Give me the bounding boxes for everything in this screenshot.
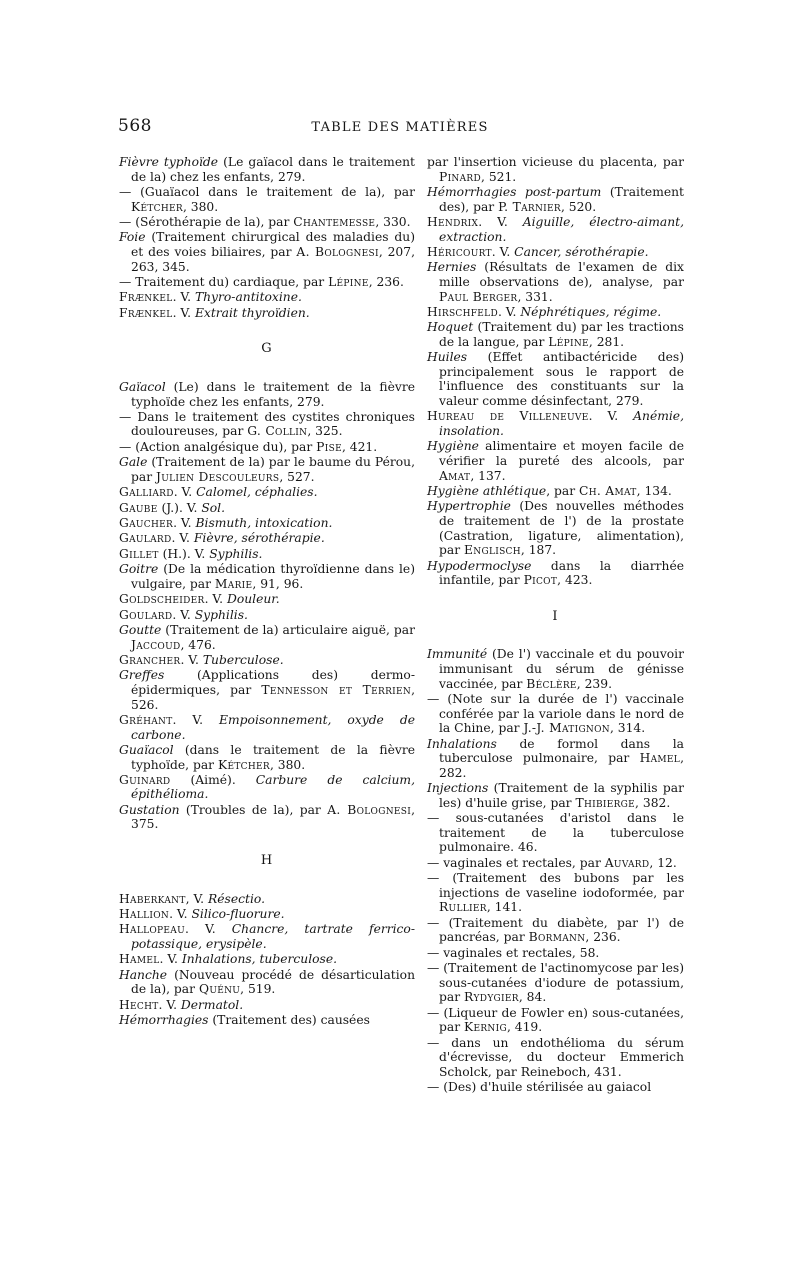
entry-text: — (Traitement des bubons par les injections de vaseline iodoformée, par	[427, 871, 684, 900]
entry-term: Chancre, tartrate ferrico-potassique, erysipèle.	[131, 922, 415, 952]
entry-author: Englisch	[464, 543, 521, 558]
index-entry	[427, 350, 684, 408]
entry-text: . V.	[184, 922, 232, 937]
index-entry	[119, 608, 415, 623]
index-entry	[119, 907, 415, 922]
entry-text: — (Guaïacol dans le traitement de la), par	[119, 184, 415, 199]
entry-text: , 380.	[182, 199, 219, 214]
index-entry	[427, 439, 684, 483]
entry-text: — sous-cutanées d'aristol dans le traitement de la tuberculose pulmonaire. 46.	[427, 811, 684, 855]
entry-author: Lépine	[328, 274, 369, 289]
entry-term: Inhalations, tuberculose.	[181, 952, 338, 967]
entry-author: Marie	[214, 576, 253, 591]
entry-text: dans la diarrhée infantile, par	[439, 558, 684, 588]
entry-term: Foie	[119, 230, 146, 245]
entry-term: Syphilis.	[209, 546, 263, 561]
entry-text: , 476.	[180, 637, 216, 652]
entry-text: . V.	[172, 607, 195, 622]
entry-author: Paul Berger	[439, 289, 518, 304]
entry-author: P. Tarnier	[498, 199, 561, 214]
entry-term: Hygiène	[427, 439, 479, 454]
entry-text: , 421.	[341, 439, 378, 454]
running-title: TABLE DES MATIÈRES	[311, 120, 489, 135]
entry-text: , 375.	[131, 802, 415, 832]
entry-term: Empoisonnement, oxyde de carbone.	[131, 712, 415, 742]
page-number: 568	[118, 116, 152, 136]
entry-text: (Le gaïacol dans le traitement de la) chez les enfants, 279.	[131, 155, 415, 184]
entry-text: (Traitement des) causées	[208, 1013, 370, 1028]
index-entry	[427, 1080, 684, 1095]
index-entry	[427, 499, 684, 557]
index-entry	[427, 260, 684, 304]
entry-author: Goulard	[119, 607, 173, 622]
entry-text: alimentaire et moyen facile de vérifier la pureté des alcools, par	[439, 439, 684, 469]
entry-text: , 382.	[635, 795, 671, 810]
entry-author: Thibierge	[575, 795, 636, 810]
index-entry	[427, 559, 684, 588]
entry-text: , 137.	[470, 468, 506, 483]
index-entry	[427, 245, 684, 260]
entry-text: (J.). V.	[157, 500, 202, 515]
entry-term: Fièvre typhoïde	[119, 155, 219, 169]
entry-text: — (Sérothérapie de la), par	[119, 214, 294, 229]
entry-text: , 419.	[506, 1020, 543, 1035]
entry-text: (Traitement du) par les tractions de la langue, par	[439, 320, 684, 349]
entry-text: , 527.	[279, 469, 315, 484]
entry-text: — (Traitement du diabète, par l') de pancréas, par	[427, 915, 684, 945]
entry-term: Fièvre, sérothérapie.	[193, 531, 325, 546]
entry-author: Grancher	[119, 652, 181, 667]
entry-term: Hanche	[119, 967, 168, 982]
entry-author: Goldscheider	[119, 592, 205, 607]
index-entry	[119, 1013, 415, 1028]
entry-author: Kernig	[464, 1020, 507, 1035]
entry-term: Gustation	[119, 802, 180, 817]
index-entry	[119, 230, 415, 274]
index-entry	[119, 531, 415, 546]
index-entry	[427, 647, 684, 691]
entry-text: , 521.	[481, 169, 517, 184]
entry-text: — dans un endothélioma du sérum d'écrevisse, du docteur Emmerich Scholck, par Reineboch, 431.	[427, 1035, 684, 1079]
entry-text: (De la médication thyroïdienne dans le) vulgaire, par	[131, 562, 415, 591]
entry-text: , 134.	[636, 484, 672, 499]
index-entry	[119, 668, 415, 712]
entry-term: Extrait thyroïdien.	[194, 305, 310, 320]
index-entry	[427, 811, 684, 855]
entry-text: . V.	[158, 997, 181, 1012]
index-entry	[119, 892, 415, 907]
entry-text: (Troubles de la), par	[179, 802, 328, 817]
entry-author: A. Bolognesi	[296, 244, 379, 259]
entry-text: de formol dans la tuberculose pulmonaire, par	[439, 736, 684, 766]
entry-author: Gillet	[119, 546, 159, 561]
entry-author: Chantemesse	[293, 214, 376, 229]
entry-author: Frænkel	[119, 305, 173, 320]
entry-term: Syphilis.	[194, 607, 248, 622]
entry-term: Calomel, céphalies.	[196, 485, 318, 500]
entry-text: , 239.	[576, 676, 612, 691]
index-entry	[119, 623, 415, 652]
entry-text: , 519.	[240, 982, 276, 997]
entry-text: . V.	[478, 214, 523, 229]
entry-text: , 12.	[649, 855, 677, 870]
entry-text: . V.	[171, 531, 194, 546]
entry-text: par l'insertion vicieuse du placenta, par	[427, 155, 684, 169]
entry-term: Immunité	[427, 647, 488, 662]
index-entry	[427, 692, 684, 736]
index-entry	[119, 501, 415, 516]
entry-text: . V.	[497, 304, 521, 319]
entry-author: Guinard	[119, 772, 171, 787]
index-entry	[427, 1036, 684, 1080]
entry-author: Héricourt	[427, 244, 492, 259]
entry-text: . V.	[588, 409, 634, 424]
entry-text: . V.	[172, 712, 220, 727]
entry-term: Bismuth, intoxication.	[195, 516, 333, 531]
entry-text: , 330.	[375, 214, 411, 229]
index-entry	[119, 968, 415, 997]
entry-author: Julien Descouleurs	[156, 469, 280, 484]
entry-author: Rullier	[439, 900, 487, 915]
entry-author: Hureau de Villeneuve	[427, 409, 589, 424]
entry-text: , 520.	[560, 199, 597, 214]
entry-text: , 91, 96.	[252, 576, 304, 591]
index-entry	[119, 562, 415, 591]
entry-term: Hernies	[427, 260, 477, 275]
entry-text: , 331.	[517, 289, 553, 304]
entry-term: Aiguille, électro-aimant, extraction.	[439, 214, 685, 244]
index-entry	[119, 773, 415, 802]
entry-text: (Nouveau procédé de désarticulation de la), par	[131, 967, 415, 997]
index-entry	[427, 185, 684, 214]
entry-text: — vaginales et rectales, 58.	[427, 945, 600, 960]
index-entry	[427, 215, 684, 244]
index-entry	[119, 516, 415, 531]
index-entry	[119, 922, 415, 951]
entry-text: . V.	[204, 592, 227, 607]
entry-text: — Traitement du) cardiaque, par	[119, 274, 329, 289]
index-entry	[119, 215, 415, 230]
index-entry	[119, 547, 415, 562]
entry-term: Cancer, sérothérapie.	[514, 244, 649, 259]
entry-author: Pinard	[439, 169, 481, 184]
entry-text: (Effet antibactéricide des) principalement sous le rapport de l'influence des constituants sur la valeur comme désinfectant, 279.	[439, 350, 684, 409]
index-entry	[119, 485, 415, 500]
entry-author: Galliard	[119, 485, 174, 500]
section-letter: H	[260, 853, 274, 869]
entry-text: — Dans le traitement des cystites chroniques douloureuses, par	[119, 409, 415, 439]
index-entry	[427, 961, 684, 1005]
entry-text: (De l') vaccinale et du pouvoir immunisant du sérum de génisse vaccinée, par	[439, 647, 684, 691]
entry-author: Béclère	[526, 676, 577, 691]
entry-term: Résectio.	[208, 891, 265, 906]
section-letter: G	[261, 341, 273, 357]
entry-term: Hygiène athlétique	[427, 484, 547, 499]
entry-text: . V.	[173, 485, 197, 500]
index-entry	[119, 803, 415, 832]
entry-text: . V.	[172, 290, 195, 305]
entry-text: — (Des) d'huile stérilisée au gaiacol	[427, 1080, 652, 1095]
index-entry	[119, 290, 415, 305]
entry-author: Hamel	[639, 751, 681, 766]
entry-author: Bormann	[528, 930, 586, 945]
index-entry	[427, 871, 684, 915]
entry-text: (Applications des) dermo-épidermiques, par	[131, 668, 415, 697]
index-entry	[119, 592, 415, 607]
index-entry	[427, 320, 684, 349]
entry-text: — (Note sur la durée de l') vaccinale conférée par la variole dans le nord de la Chine, par	[427, 691, 684, 736]
entry-text: — (Traitement de l'actinomycose par les) sous-cutanées d'iodure de potassium, par	[427, 961, 684, 1005]
entry-text: (Le) dans le traitement de la fièvre typhoïde chez les enfants, 279.	[131, 379, 415, 409]
index-entry	[427, 409, 684, 438]
entry-term: Injections	[427, 781, 489, 796]
entry-term: Goutte	[119, 622, 162, 637]
entry-text: , 526.	[131, 682, 416, 712]
index-entry	[427, 155, 684, 184]
entry-author: Kétcher	[131, 199, 183, 214]
entry-term: Gale	[119, 455, 148, 470]
entry-text: . V.	[172, 305, 195, 320]
entry-author: Amat	[439, 468, 471, 483]
index-entry	[119, 653, 415, 668]
entry-term: Douleur.	[226, 592, 280, 607]
index-entry	[119, 185, 415, 214]
entry-term: Hémorrhagies	[119, 1013, 209, 1028]
index-entry	[119, 952, 415, 967]
entry-author: Hallopeau	[119, 922, 185, 937]
entry-text: , 84.	[518, 990, 547, 1005]
entry-text: , 141.	[486, 900, 523, 915]
index-entry	[427, 781, 684, 810]
entry-author: Hamel	[119, 952, 160, 967]
entry-author: Gréhant	[119, 712, 173, 727]
index-entry	[427, 1006, 684, 1035]
entry-term: Silico-fluorure.	[191, 907, 285, 922]
entry-text: (Résultats de l'examen de dix mille observations de), analyse, par	[439, 260, 684, 289]
entry-term: Gaïacol	[119, 379, 166, 394]
entry-text: — (Liqueur de Fowler en) sous-cutanées, par	[427, 1005, 684, 1035]
entry-term: Huiles	[427, 350, 468, 365]
entry-text: . V.	[173, 516, 196, 531]
entry-text: (Traitement de la syphilis par les) d'huile grise, par	[439, 781, 684, 810]
index-entry	[119, 306, 415, 321]
entry-text: , 314.	[609, 721, 646, 736]
entry-text: , 423.	[557, 573, 593, 588]
index-entry	[119, 275, 415, 290]
entry-term: Greffes	[119, 668, 165, 683]
entry-author: Gaube	[119, 500, 158, 515]
entry-author: Hecht	[119, 997, 159, 1012]
entry-author: Gaucher	[119, 516, 174, 531]
entry-term: Anémie, insolation.	[439, 409, 684, 439]
entry-text: , 236.	[585, 930, 621, 945]
entry-text: , 281.	[588, 334, 625, 349]
entry-term: Goitre	[119, 562, 159, 577]
entry-author: Rydygier	[464, 990, 519, 1005]
entry-text: , 380.	[269, 757, 306, 772]
entry-author: J.-J. Matignon	[523, 721, 610, 736]
entry-text: (H.). V.	[158, 546, 210, 561]
entry-text: . V.	[159, 952, 182, 967]
index-entry	[119, 998, 415, 1013]
entry-author: Ch. Amat	[579, 484, 637, 499]
entry-term: Guaïacol	[119, 742, 174, 757]
entry-term: Hoquet	[427, 320, 474, 335]
index-entry	[427, 916, 684, 945]
entry-term: Tuberculose.	[202, 652, 284, 667]
index-entry	[427, 305, 684, 320]
entry-author: Kétcher	[217, 757, 270, 772]
index-entry	[427, 946, 684, 961]
index-entry	[119, 743, 415, 772]
entry-text: , par	[546, 484, 580, 499]
entry-author: Quénu	[198, 982, 241, 997]
entry-text: . V.	[491, 244, 515, 259]
entry-term: Carbure de calcium, épithélioma.	[131, 772, 415, 802]
entry-author: Lépine	[548, 334, 589, 349]
section-letter: I	[552, 608, 559, 624]
index-entry	[427, 737, 684, 781]
entry-text: , 207, 263, 345.	[131, 244, 415, 274]
entry-author: Hallion	[119, 907, 170, 922]
entry-text: , 236.	[368, 274, 404, 289]
entry-text: . V.	[169, 907, 192, 922]
entry-text: (Traitement de la) par le baume du Pérou, par	[131, 455, 415, 484]
index-column-left	[119, 155, 415, 1029]
entry-author: A. Bolognesi	[327, 802, 412, 817]
entry-author: Haberkant	[119, 891, 186, 906]
entry-author: Hirschfeld	[427, 304, 498, 319]
entry-author: Picot	[523, 573, 558, 588]
index-entry	[119, 455, 415, 484]
entry-text: (Traitement chirurgical des maladies du) et des voies biliaires, par	[131, 230, 415, 259]
entry-text: , 325.	[307, 424, 343, 439]
index-entry	[427, 856, 684, 871]
entry-term: Inhalations	[427, 736, 497, 751]
index-entry	[427, 484, 684, 499]
index-entry	[119, 440, 415, 455]
entry-term: Hypodermoclyse	[427, 558, 532, 573]
entry-text: (Aimé).	[170, 772, 256, 787]
entry-author: Gaulard	[119, 531, 172, 546]
entry-text: , 282.	[439, 751, 684, 780]
entry-term: Hémorrhagies post-partum	[427, 184, 602, 199]
entry-author: Auvard	[604, 855, 650, 870]
entry-author: Tennesson et Terrien	[261, 682, 412, 697]
entry-author: Frænkel	[119, 290, 173, 305]
entry-term: Néphrétiques, régime.	[520, 304, 662, 319]
entry-author: G. Collin	[247, 424, 308, 439]
entry-text: , 187.	[520, 543, 557, 558]
entry-author: Pise	[316, 439, 342, 454]
index-entry	[119, 155, 415, 184]
entry-term: Sol.	[201, 500, 226, 515]
entry-term: Hypertrophie	[427, 499, 511, 514]
index-entry	[119, 713, 415, 742]
entry-text: (Des nouvelles méthodes de traitement de l') de la prostate (Castration, ligature, alimentation), par	[439, 499, 684, 558]
index-entry	[119, 410, 415, 439]
entry-author: Hendrix	[427, 214, 479, 229]
entry-term: Thyro-antitoxine.	[194, 290, 302, 305]
entry-text: — vaginales et rectales, par	[427, 855, 605, 870]
index-entry	[119, 380, 415, 409]
entry-text: . V.	[180, 652, 203, 667]
entry-text: — (Action analgésique du), par	[119, 439, 317, 454]
index-column-right	[427, 155, 684, 1096]
entry-text: (Traitement de la) articulaire aiguë, par	[161, 622, 415, 637]
entry-text: (dans le traitement de la fièvre typhoïde, par	[131, 742, 415, 772]
entry-text: (Traitement des), par	[439, 184, 684, 214]
entry-text: , V.	[185, 891, 208, 906]
entry-term: Dermatol.	[180, 997, 244, 1012]
entry-author: Jaccoud	[131, 637, 181, 652]
